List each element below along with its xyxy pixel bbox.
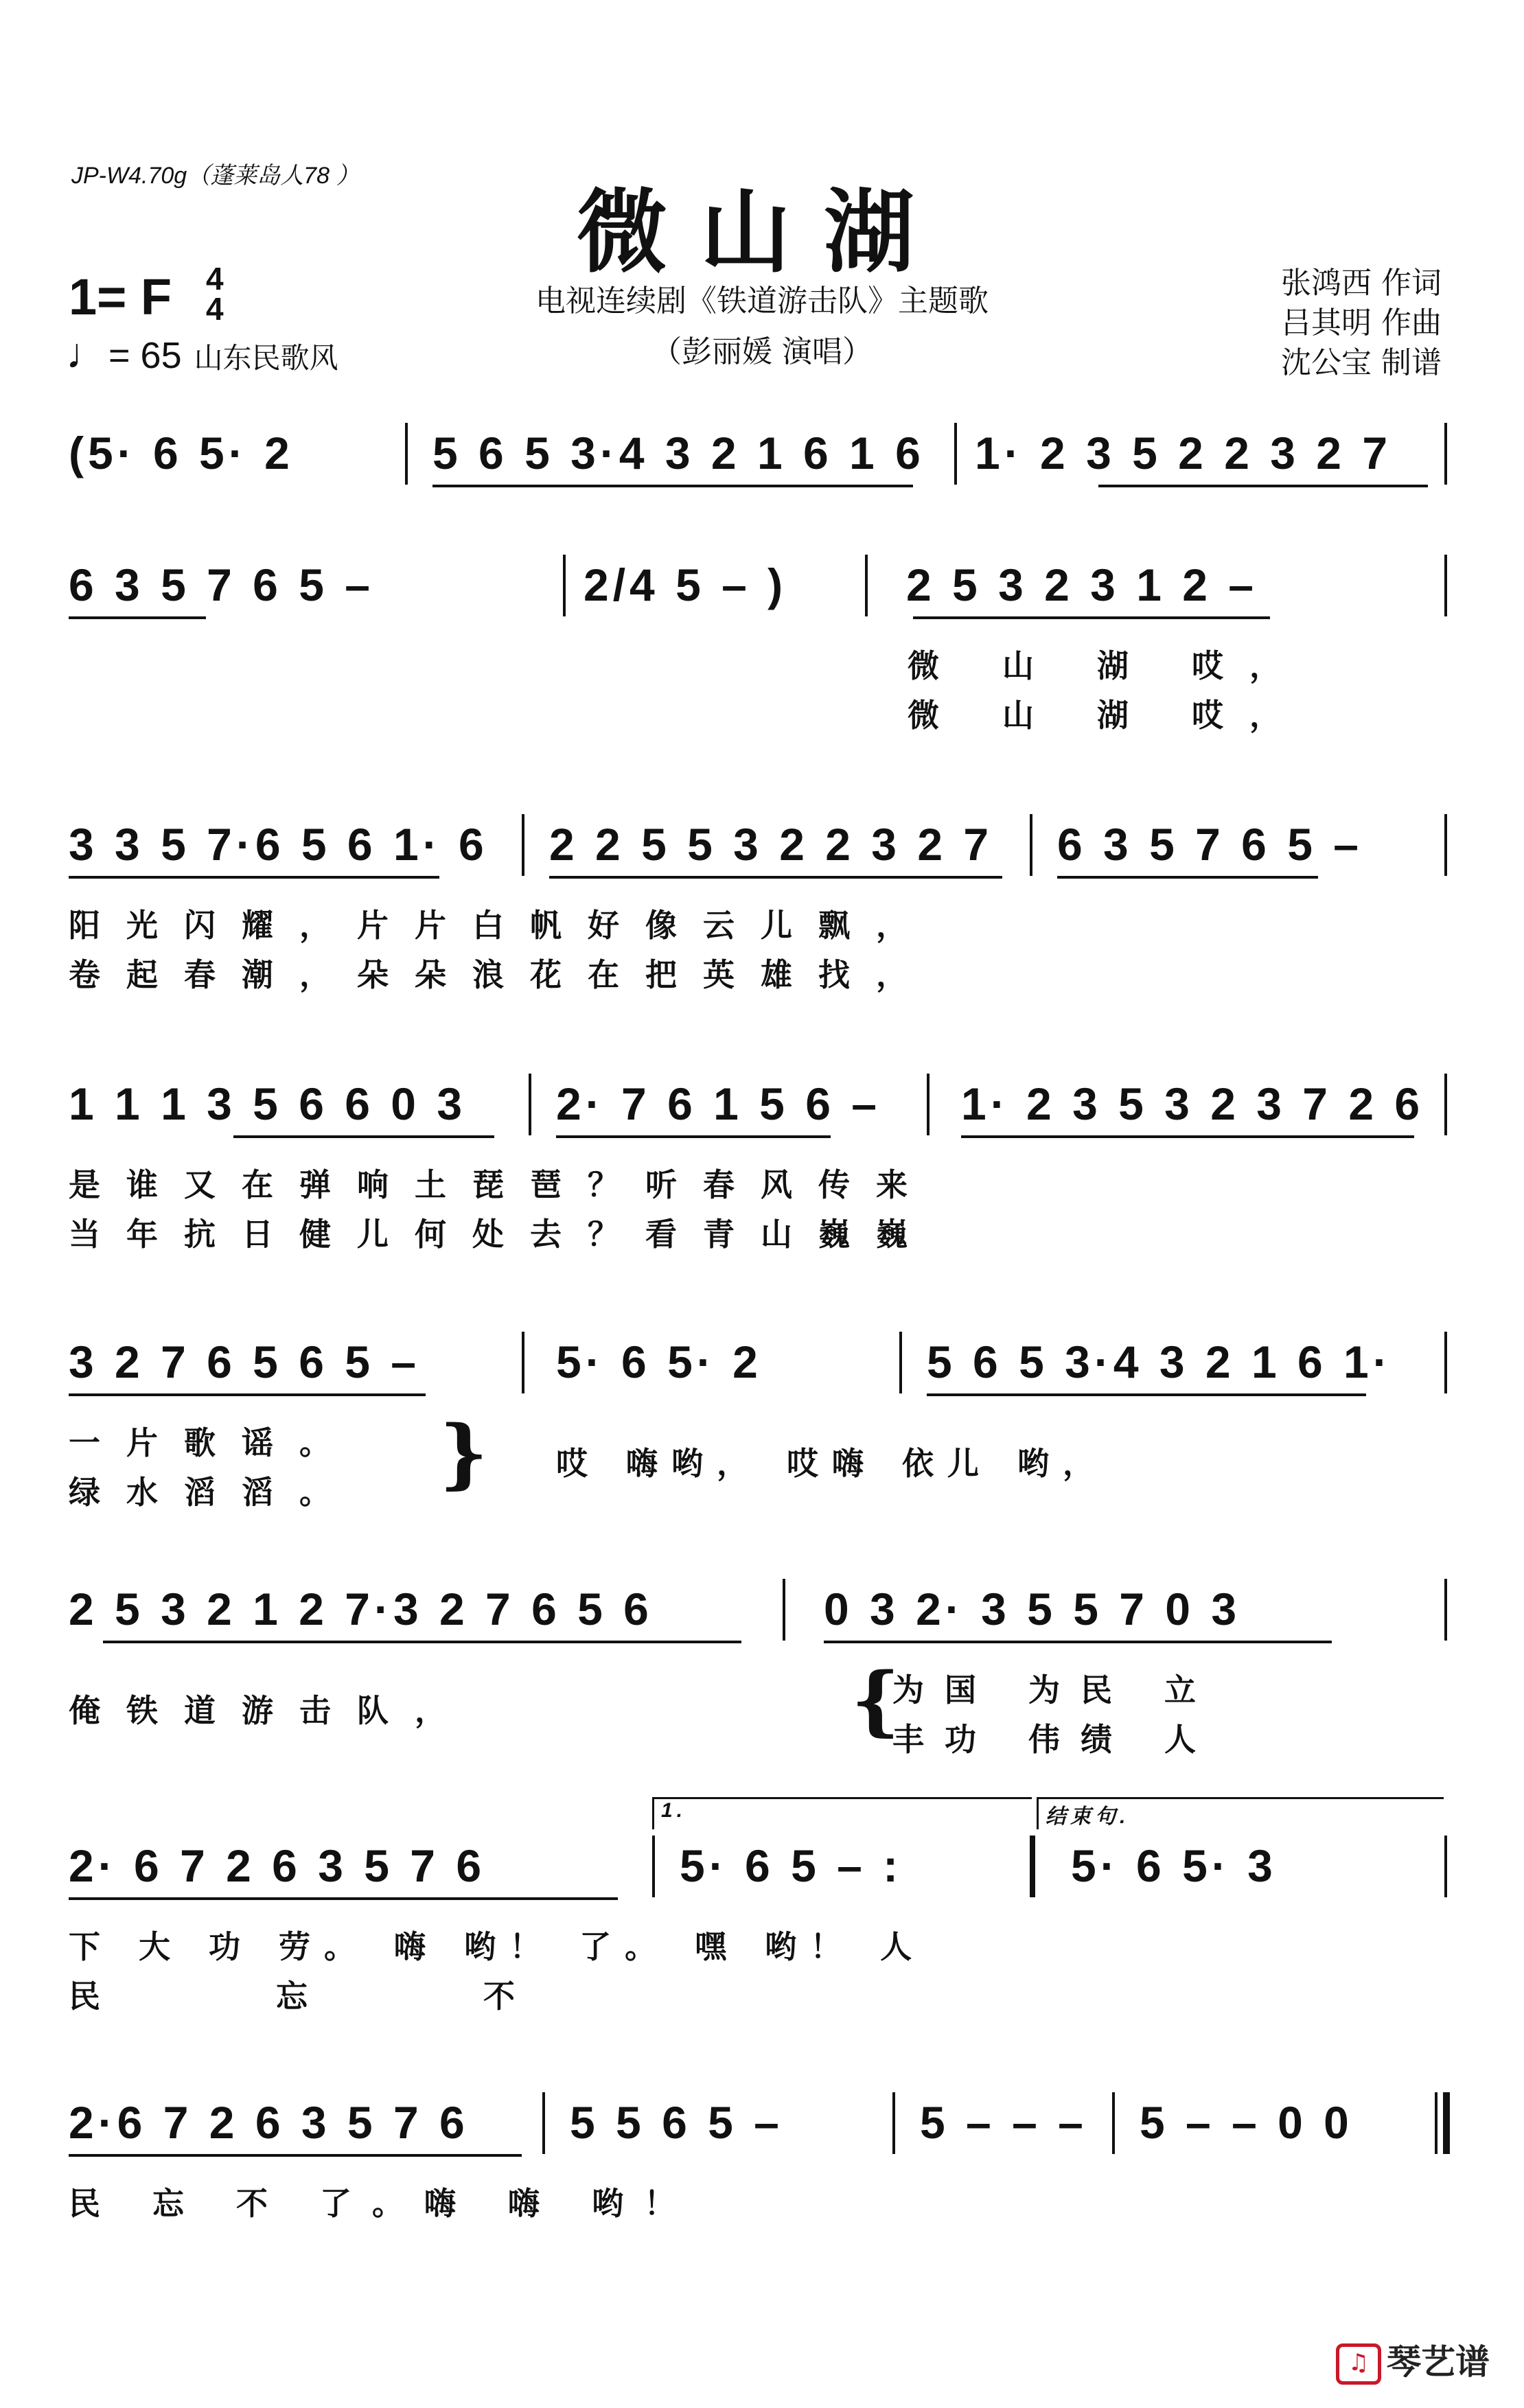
lyric-line-3: 丰功 伟绩 人 xyxy=(892,1721,1217,1758)
measure: 5 – – – xyxy=(920,2097,1087,2148)
measure: 0 3 2· 3 5 5 7 0 3 xyxy=(824,1584,1241,1634)
lyricist: 张鸿西 作词 xyxy=(1281,266,1442,301)
measure: 5· 6 5 – : xyxy=(680,1840,903,1891)
underline xyxy=(69,1897,618,1900)
repeat-barline xyxy=(1030,1836,1035,1897)
measure: 2 2 5 5 3 2 2 3 2 7 xyxy=(549,819,993,870)
measure: 1· 2 3 5 3 2 3 7 2 6 xyxy=(961,1078,1424,1129)
barline xyxy=(1444,423,1447,485)
measure: 3 3 5 7·6 5 6 1· 6 xyxy=(69,819,488,870)
quarter-note-icon: ♩ xyxy=(66,330,108,378)
score-system-4 xyxy=(69,1078,1448,1256)
measure: 6 3 5 7 6 5 – xyxy=(1057,819,1363,870)
source-note: JP-W4.70g（蓬莱岛人78 ） xyxy=(71,163,360,189)
underline xyxy=(549,876,1002,879)
measure: 3 2 7 6 5 6 5 – xyxy=(69,1336,421,1387)
qinyipu-logo-icon: ♫ xyxy=(1336,2343,1381,2385)
score-system-5 xyxy=(69,1336,1448,1514)
measure: 2 5 3 2 3 1 2 – xyxy=(906,559,1258,610)
measure: 5 6 5 3·4 3 2 1 6 1· xyxy=(927,1336,1392,1387)
barline xyxy=(652,1836,655,1897)
logo-text: 琴艺谱 xyxy=(1387,2341,1490,2382)
underline xyxy=(913,616,1270,619)
underline xyxy=(961,1135,1414,1138)
barline xyxy=(1444,1074,1447,1135)
final-ending: 结束句. xyxy=(1037,1797,1444,1829)
barline xyxy=(927,1074,930,1135)
lyric-line-2: 卷起春潮，朵朵浪花在把英雄找， xyxy=(69,956,934,993)
lyric-line-2: 民 忘 不 xyxy=(69,1978,598,2015)
style-label: 山东民歌风 xyxy=(194,342,338,374)
barline xyxy=(899,1332,902,1393)
barline xyxy=(1444,1332,1447,1393)
measure: 5 – – 0 0 xyxy=(1140,2097,1353,2148)
measure: 2· 6 7 2 6 3 5 7 6 xyxy=(69,1840,486,1891)
barline xyxy=(529,1074,531,1135)
singer: （彭丽媛 演唱） xyxy=(651,334,873,369)
barline xyxy=(522,814,524,876)
lyric-line-1: 俺铁道游击队， xyxy=(69,1692,472,1729)
song-title: 微山湖 xyxy=(577,179,947,286)
key-signature: 1= F xyxy=(69,268,172,325)
underline xyxy=(432,485,913,487)
lyric-line-2: 当年抗日健儿何处去？看青山巍巍 xyxy=(69,1216,934,1253)
score-system-6 xyxy=(69,1583,1448,1761)
lyric-brace: } xyxy=(439,1409,492,1497)
underline xyxy=(556,1135,831,1138)
underline xyxy=(824,1641,1332,1643)
site-logo xyxy=(1336,2335,1490,2385)
lyric-line-3: 哎 嗨哟， 哎嗨 依儿 哟， xyxy=(556,1445,1109,1482)
credits xyxy=(1281,264,1442,383)
score-system-7 xyxy=(69,1799,1448,2025)
measure: 5· 6 5· 3 xyxy=(1071,1840,1277,1891)
underline xyxy=(1098,485,1428,487)
score-system-8 xyxy=(69,2096,1448,2234)
measure: (5· 6 5· 2 xyxy=(69,428,294,478)
underline xyxy=(69,616,206,619)
final-barline-thin xyxy=(1435,2092,1438,2154)
barline xyxy=(1112,2092,1115,2154)
barline xyxy=(1030,814,1032,876)
underline xyxy=(927,1393,1366,1396)
lyric-line-1: 微 山 湖 哎， xyxy=(908,647,1308,684)
measure: 2· 7 6 1 5 6 – xyxy=(556,1078,881,1129)
transcriber: 沈公宝 制谱 xyxy=(1281,345,1442,380)
score-system-2 xyxy=(69,559,1448,737)
composer: 吕其明 作曲 xyxy=(1281,305,1442,340)
lyric-line-1: 阳光闪耀，片片白帆好像云儿飘， xyxy=(69,907,934,944)
underline xyxy=(233,1135,494,1138)
time-top: 4 xyxy=(206,261,224,297)
barline xyxy=(892,2092,895,2154)
lyric-line-2: 微 山 湖 哎， xyxy=(908,697,1308,734)
barline xyxy=(542,2092,545,2154)
measure: 1 1 1 3 5 6 6 0 3 xyxy=(69,1078,467,1129)
underline xyxy=(1057,876,1318,879)
tempo-value: = 65 xyxy=(108,335,182,376)
lyric-line-1: 下 大 功 劳。 嗨 哟！ 了。 嘿 哟！ 人 xyxy=(69,1928,926,1965)
score-system-1 xyxy=(69,427,1448,530)
barline xyxy=(522,1332,524,1393)
barline xyxy=(563,555,566,616)
measure: 5 6 5 3·4 3 2 1 6 1 6 xyxy=(432,428,925,478)
underline xyxy=(103,1641,741,1643)
time-bottom: 4 xyxy=(206,291,224,327)
lyric-line-1: 是谁又在弹响土琵琶？听春风传来 xyxy=(69,1166,934,1203)
lyric-brace: { xyxy=(851,1656,904,1744)
measure: 5 5 6 5 – xyxy=(570,2097,783,2148)
measure: 2 5 3 2 1 2 7·3 2 7 6 5 6 xyxy=(69,1584,653,1634)
underline xyxy=(69,876,439,879)
measure: 2/4 5 – ) xyxy=(584,559,787,610)
measure: 1· 2 3 5 2 2 3 2 7 xyxy=(975,428,1392,478)
barline xyxy=(865,555,868,616)
barline xyxy=(1444,1836,1447,1897)
barline xyxy=(783,1579,785,1641)
barline xyxy=(1444,814,1447,876)
lyric-line-1: 一片歌谣。 xyxy=(69,1424,357,1461)
final-barline-thick xyxy=(1443,2092,1450,2154)
first-ending: 1. xyxy=(652,1797,1032,1829)
lyric-line-1: 民 忘 不 了。嗨 嗨 哟！ xyxy=(69,2185,697,2222)
score-system-3 xyxy=(69,818,1448,997)
barline xyxy=(954,423,957,485)
measure: 6 3 5 7 6 5 – xyxy=(69,559,374,610)
subtitle: 电视连续剧《铁道游击队》主题歌 xyxy=(535,283,989,319)
lyric-line-2: 为国 为民 立 xyxy=(892,1671,1217,1709)
barline xyxy=(405,423,408,485)
lyric-line-2: 绿水滔滔。 xyxy=(69,1474,357,1511)
measure: 2·6 7 2 6 3 5 7 6 xyxy=(69,2097,469,2148)
barline xyxy=(1444,1579,1447,1641)
measure: 5· 6 5· 2 xyxy=(556,1336,762,1387)
barline xyxy=(1444,555,1447,616)
underline xyxy=(69,1393,426,1396)
underline xyxy=(69,2154,522,2157)
